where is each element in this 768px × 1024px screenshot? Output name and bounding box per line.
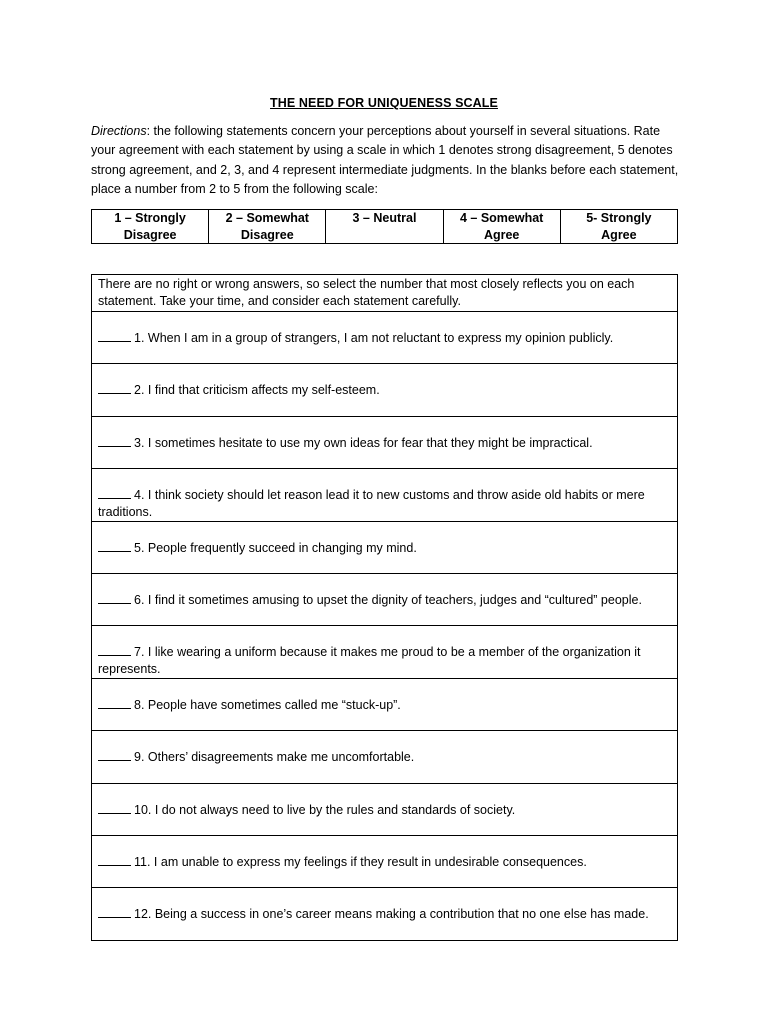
statement-row: [92, 416, 678, 468]
scale-option-label: 2 – Somewhat: [225, 211, 309, 225]
statement-text: 6. I find it sometimes amusing to upset the dignity of teachers, judges and “cultured” people.: [134, 592, 642, 607]
answer-blank[interactable]: [98, 853, 131, 866]
statement-row: [92, 573, 678, 625]
answer-blank[interactable]: [98, 591, 131, 604]
statement-text: 4. I think society should let reason lead it to new customs and throw aside old habits or mere traditions.: [98, 488, 645, 519]
statement-row: [92, 678, 678, 730]
statement-text: 8. People have sometimes called me “stuck-up”.: [134, 697, 401, 712]
answer-blank[interactable]: [98, 748, 131, 761]
statement-text: 7. I like wearing a uniform because it makes me proud to be a member of the organization it represents.: [98, 645, 641, 676]
statement-cell: [92, 469, 678, 521]
scale-option-label: 5- Strongly: [586, 211, 652, 225]
statement-text: 1. When I am in a group of strangers, I am not reluctant to express my opinion publicly.: [134, 331, 614, 345]
directions-text: : the following statements concern your perceptions about yourself in several situations. Rate your agreement with each statement by using a scale in which 1 denotes strong disagreement, 5 denotes strong agreement, and 2, 3, and 4 represent intermediate judgments. In the blanks before each statement, place a number from 2 to 5 from the following scale:: [91, 124, 679, 196]
statement-row: [92, 626, 678, 678]
statement-text: 9. Others’ disagreements make me uncomfortable.: [134, 750, 415, 765]
scale-option-label: 1 – Strongly: [114, 211, 186, 225]
answer-blank[interactable]: [98, 381, 131, 394]
statement-row: [92, 783, 678, 835]
statement-cell: [92, 888, 678, 940]
scale-option-label: Disagree: [123, 227, 177, 242]
scale-option-2: [209, 210, 326, 244]
statement-cell: [92, 416, 678, 468]
statement-cell: [92, 835, 678, 887]
answer-blank[interactable]: [98, 643, 131, 656]
statement-row: [92, 888, 678, 940]
instructions-text: There are no right or wrong answers, so select the number that most closely reflects you on each statement. Take your time, and consider each statement carefully.: [92, 275, 678, 312]
answer-blank[interactable]: [98, 905, 131, 918]
answer-blank[interactable]: [98, 696, 131, 709]
answer-blank[interactable]: [98, 801, 131, 814]
statement-row: [92, 731, 678, 783]
statement-text: 2. I find that criticism affects my self-esteem.: [134, 383, 380, 398]
scale-option-label: Disagree: [240, 227, 294, 242]
statement-row: [92, 835, 678, 887]
scale-option-1: [92, 210, 209, 244]
answer-blank[interactable]: [98, 329, 131, 342]
scale-option-label: 3 – Neutral: [352, 211, 417, 225]
statement-cell: [92, 678, 678, 730]
statement-cell: [92, 626, 678, 678]
rating-scale-row: [92, 210, 678, 244]
rating-scale-table: [91, 209, 678, 244]
statement-text: 12. Being a success in one’s career means making a contribution that no one else has made.: [134, 907, 649, 922]
instructions-row: [92, 275, 678, 312]
statement-cell: [92, 521, 678, 573]
statement-text: 10. I do not always need to live by the rules and standards of society.: [134, 802, 516, 817]
directions-label: Directions: [91, 124, 147, 138]
statement-row: [92, 521, 678, 573]
scale-option-label: 4 – Somewhat: [459, 211, 544, 225]
statement-text: 5. People frequently succeed in changing my mind.: [134, 540, 417, 555]
statements-table: [91, 274, 678, 941]
statement-cell: [92, 364, 678, 416]
directions-paragraph: [91, 122, 687, 199]
document-title: THE NEED FOR UNIQUENESS SCALE: [270, 96, 498, 110]
answer-blank[interactable]: [98, 539, 131, 552]
scale-option-4: [443, 210, 560, 244]
statement-text: 11. I am unable to express my feelings if they result in undesirable consequences.: [134, 854, 587, 869]
statement-row: [92, 364, 678, 416]
statement-cell: [92, 312, 678, 364]
statement-cell: [92, 731, 678, 783]
scale-option-3: [326, 210, 443, 244]
statement-row: [92, 312, 678, 364]
statement-row: [92, 469, 678, 521]
answer-blank[interactable]: [98, 434, 131, 447]
statement-cell: [92, 783, 678, 835]
scale-option-label: Agree: [483, 227, 520, 242]
statement-cell: [92, 573, 678, 625]
scale-option-label: Agree: [601, 227, 637, 242]
statement-text: 3. I sometimes hesitate to use my own ideas for fear that they might be impractical.: [134, 435, 593, 450]
answer-blank[interactable]: [98, 486, 131, 499]
scale-option-5: [560, 210, 677, 244]
